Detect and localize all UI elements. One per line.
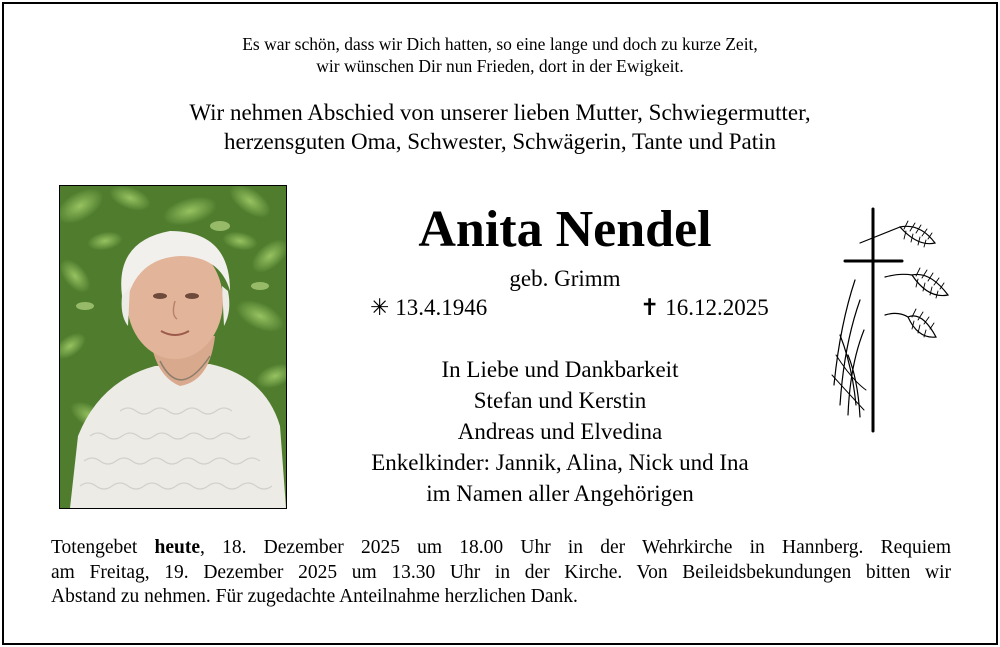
mourners-line: In Liebe und Dankbarkeit xyxy=(441,357,679,382)
birth-star-icon: ✳ xyxy=(370,295,390,320)
poem xyxy=(0,33,1000,77)
mourners-line: Stefan und Kerstin xyxy=(473,388,647,413)
notice-line-1 xyxy=(51,536,951,561)
intro-line-1: Wir nehmen Abschied von unserer lieben Mutter, Schwiegermutter, xyxy=(189,100,811,125)
notice-line-3: Abstand zu nehmen. Für zugedachte Anteilnahme herzlichen Dank. xyxy=(51,586,578,607)
maiden-name: geb. Grimm xyxy=(509,266,621,291)
mourners-line: Andreas und Elvedina xyxy=(457,419,663,444)
funeral-notice xyxy=(51,536,951,610)
notice-prefix: Totengebet xyxy=(51,537,155,558)
mourners-line: im Namen aller Angehörigen xyxy=(426,481,694,506)
intro-line-2: herzensguten Oma, Schwester, Schwägerin, Tante und Patin xyxy=(223,129,777,154)
birth-line xyxy=(370,294,487,322)
death-line xyxy=(640,294,769,322)
poem-line-1: Es war schön, dass wir Dich hatten, so eine lange und doch zu kurze Zeit, xyxy=(242,34,758,54)
mourners-list xyxy=(330,354,790,509)
notice-line-1-rest: , 18. Dezember 2025 um 18.00 Uhr in der Wehrkirche in Hannberg. Requiem xyxy=(200,537,951,558)
cross-with-wheat-icon xyxy=(830,205,950,435)
notice-line-2: am Freitag, 19. Dezember 2025 um 13.30 Uhr in der Kirche. Von Beileidsbekundungen bitten wir xyxy=(51,561,951,583)
birth-date: 13.4.1946 xyxy=(395,295,488,320)
portrait-illustration xyxy=(60,186,286,508)
mourners-line: Enkelkinder: Jannik, Alina, Nick und Ina xyxy=(371,450,749,475)
deceased-name: Anita Nendel xyxy=(418,201,712,258)
farewell-intro xyxy=(0,98,1000,156)
notice-today: heute xyxy=(154,537,201,558)
portrait-photo xyxy=(59,185,287,509)
poem-line-2: wir wünschen Dir nun Frieden, dort in der Ewigkeit. xyxy=(316,56,684,76)
death-cross-icon: ✝ xyxy=(640,295,660,320)
death-date: 16.12.2025 xyxy=(665,295,769,320)
